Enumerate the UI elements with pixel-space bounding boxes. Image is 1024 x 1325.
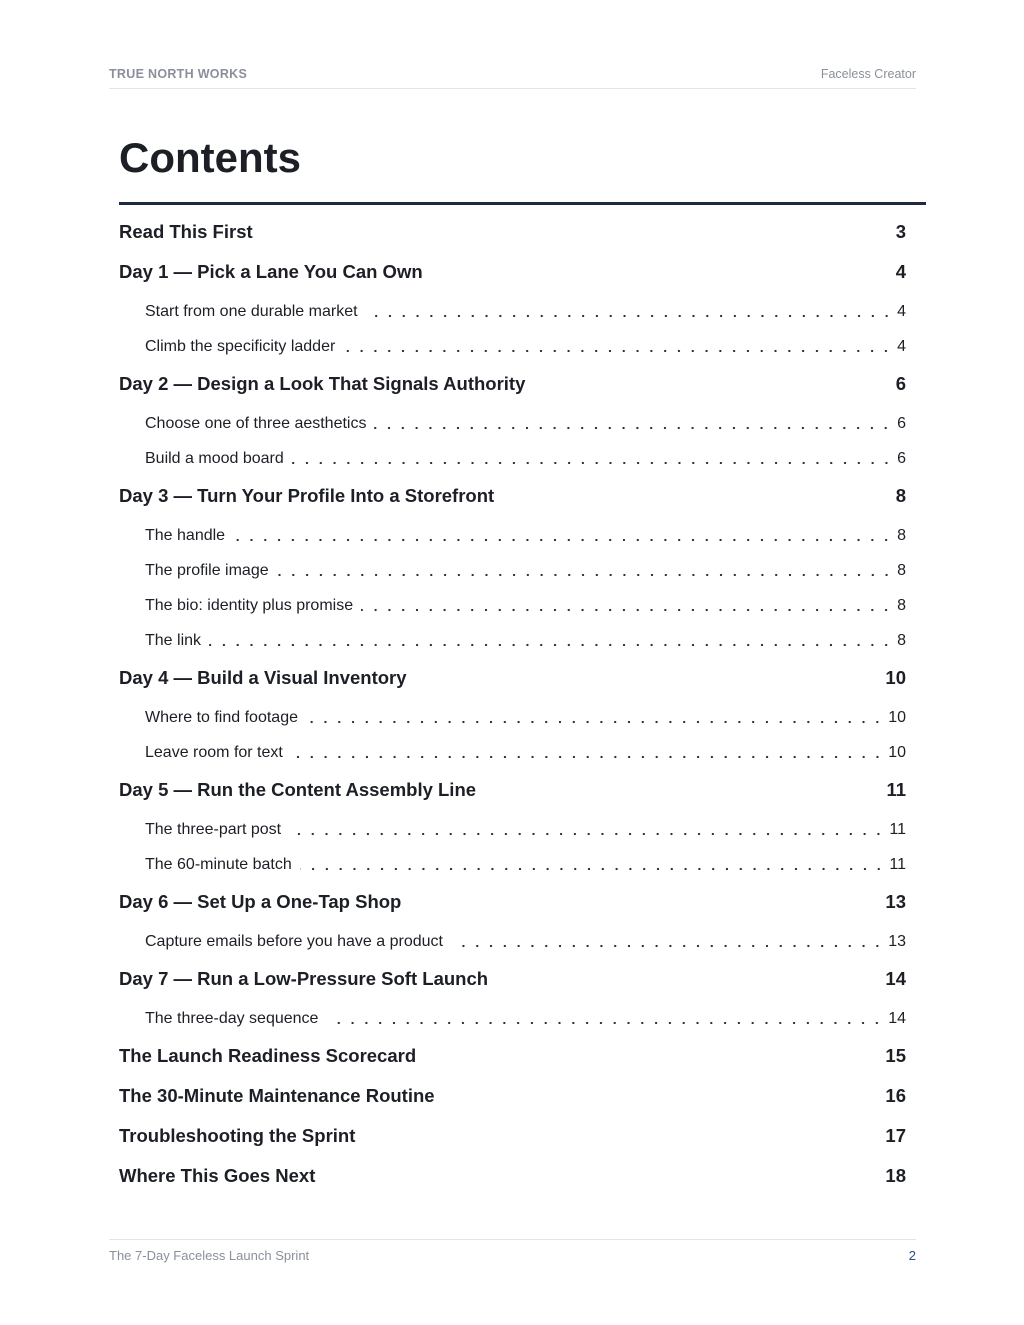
toc-entry-page: 18 <box>885 1165 906 1186</box>
toc-entry-label: Day 5 — Run the Content Assembly Line <box>119 779 477 800</box>
toc-chapter-entry[interactable] <box>119 1116 906 1156</box>
toc-entry-label: Day 3 — Turn Your Profile Into a Storefront <box>119 485 495 506</box>
toc-section-entry[interactable] <box>119 329 906 364</box>
toc-entry-page: 10 <box>888 743 906 761</box>
toc-chapter-entry[interactable] <box>119 658 906 698</box>
toc-entry-label: Troubleshooting the Sprint <box>119 1125 356 1146</box>
toc-entry-page: 15 <box>885 1045 906 1066</box>
toc-entry-page: 14 <box>888 1009 906 1027</box>
toc-entry-page: 11 <box>886 779 906 800</box>
toc-entry-label: The bio: identity plus promise <box>145 596 354 614</box>
toc-entry-label: The profile image <box>145 561 269 579</box>
toc-entry-label: Day 2 — Design a Look That Signals Authority <box>119 373 526 394</box>
toc-entry-page: 13 <box>888 932 906 950</box>
toc-entry-page: 6 <box>895 373 906 394</box>
toc-chapter-entry[interactable] <box>119 1156 906 1196</box>
page-title: Contents <box>119 134 301 181</box>
toc-entry-label: The handle <box>145 526 226 544</box>
toc-chapter-entry[interactable] <box>119 252 906 292</box>
toc-entry-page: 3 <box>895 221 906 242</box>
toc-section-entry[interactable] <box>119 588 906 623</box>
toc-section-entry[interactable] <box>119 1001 906 1036</box>
toc-entry-label: Read This First <box>119 221 253 242</box>
toc-entry-label: Where to find footage <box>145 708 298 726</box>
toc-section-entry[interactable] <box>119 441 906 476</box>
toc-section-entry[interactable] <box>119 518 906 553</box>
toc-section-entry[interactable] <box>119 623 906 658</box>
dot-leader <box>343 339 893 355</box>
toc-entry-label: The Launch Readiness Scorecard <box>119 1045 417 1066</box>
page-number: 2 <box>908 1248 916 1263</box>
toc-entry-label: Day 6 — Set Up a One-Tap Shop <box>119 891 402 912</box>
toc-entry-label: The 30-Minute Maintenance Routine <box>119 1085 435 1106</box>
toc-entry-page: 17 <box>885 1125 906 1146</box>
dot-leader <box>291 745 884 761</box>
dot-leader <box>233 528 893 544</box>
toc-chapter-entry[interactable] <box>119 212 906 252</box>
toc-entry-label: Capture emails before you have a product <box>145 932 443 950</box>
toc-entry-page: 13 <box>885 891 906 912</box>
toc-section-entry[interactable] <box>119 847 906 882</box>
dot-leader <box>277 563 893 579</box>
dot-leader <box>326 1011 884 1027</box>
dot-leader <box>374 416 893 432</box>
dot-leader <box>361 598 893 614</box>
toc-entry-label: Day 1 — Pick a Lane You Can Own <box>119 261 423 282</box>
toc-entry-label: The three-part post <box>145 820 282 838</box>
book-title: The 7-Day Faceless Launch Sprint <box>109 1248 310 1263</box>
toc-section-entry[interactable] <box>119 924 906 959</box>
dot-leader <box>209 633 893 649</box>
toc-entry-label: Choose one of three aesthetics <box>145 414 367 432</box>
toc-entry-label: The link <box>145 631 202 649</box>
toc-section-entry[interactable] <box>119 406 906 441</box>
toc-entry-page: 11 <box>889 820 906 838</box>
page-footer <box>109 1239 916 1270</box>
page-header <box>109 60 916 89</box>
dot-leader <box>289 822 885 838</box>
toc-chapter-entry[interactable] <box>119 959 906 999</box>
dot-leader <box>292 451 893 467</box>
series-name: Faceless Creator <box>820 67 916 81</box>
toc-entry-label: Day 4 — Build a Visual Inventory <box>119 667 407 688</box>
toc-entry-page: 4 <box>897 302 906 320</box>
dot-leader <box>300 857 886 873</box>
toc-entry-page: 10 <box>888 708 906 726</box>
dot-leader <box>451 934 884 950</box>
toc-entry-page: 4 <box>897 337 906 355</box>
toc-section-entry[interactable] <box>119 294 906 329</box>
toc-section-entry[interactable] <box>119 812 906 847</box>
toc-entry-page: 14 <box>885 968 906 989</box>
toc-chapter-entry[interactable] <box>119 770 906 810</box>
table-of-contents <box>119 212 906 1196</box>
dot-leader <box>306 710 884 726</box>
toc-entry-label: Where This Goes Next <box>119 1165 316 1186</box>
toc-chapter-entry[interactable] <box>119 364 906 404</box>
toc-section-entry[interactable] <box>119 735 906 770</box>
toc-chapter-entry[interactable] <box>119 882 906 922</box>
toc-entry-page: 8 <box>897 631 906 649</box>
toc-entry-page: 10 <box>885 667 906 688</box>
toc-entry-page: 11 <box>889 855 906 873</box>
toc-entry-page: 6 <box>897 449 906 467</box>
toc-chapter-entry[interactable] <box>119 1036 906 1076</box>
brand-name: TRUE NORTH WORKS <box>109 67 248 81</box>
toc-entry-label: The 60-minute batch <box>145 855 292 873</box>
toc-entry-label: Leave room for text <box>145 743 283 761</box>
toc-chapter-entry[interactable] <box>119 476 906 516</box>
toc-section-entry[interactable] <box>119 700 906 735</box>
toc-entry-page: 8 <box>895 485 906 506</box>
toc-entry-page: 8 <box>897 596 906 614</box>
toc-entry-label: Build a mood board <box>145 449 284 467</box>
toc-entry-page: 8 <box>897 526 906 544</box>
toc-entry-page: 4 <box>895 261 906 282</box>
toc-chapter-entry[interactable] <box>119 1076 906 1116</box>
title-rule <box>119 202 926 205</box>
toc-entry-label: Start from one durable market <box>145 302 358 320</box>
toc-entry-label: The three-day sequence <box>145 1009 319 1027</box>
toc-entry-label: Climb the specificity ladder <box>145 337 336 355</box>
toc-entry-page: 6 <box>897 414 906 432</box>
toc-entry-page: 16 <box>885 1085 906 1106</box>
toc-entry-label: Day 7 — Run a Low-Pressure Soft Launch <box>119 968 489 989</box>
toc-section-entry[interactable] <box>119 553 906 588</box>
toc-entry-page: 8 <box>897 561 906 579</box>
dot-leader <box>366 304 894 320</box>
